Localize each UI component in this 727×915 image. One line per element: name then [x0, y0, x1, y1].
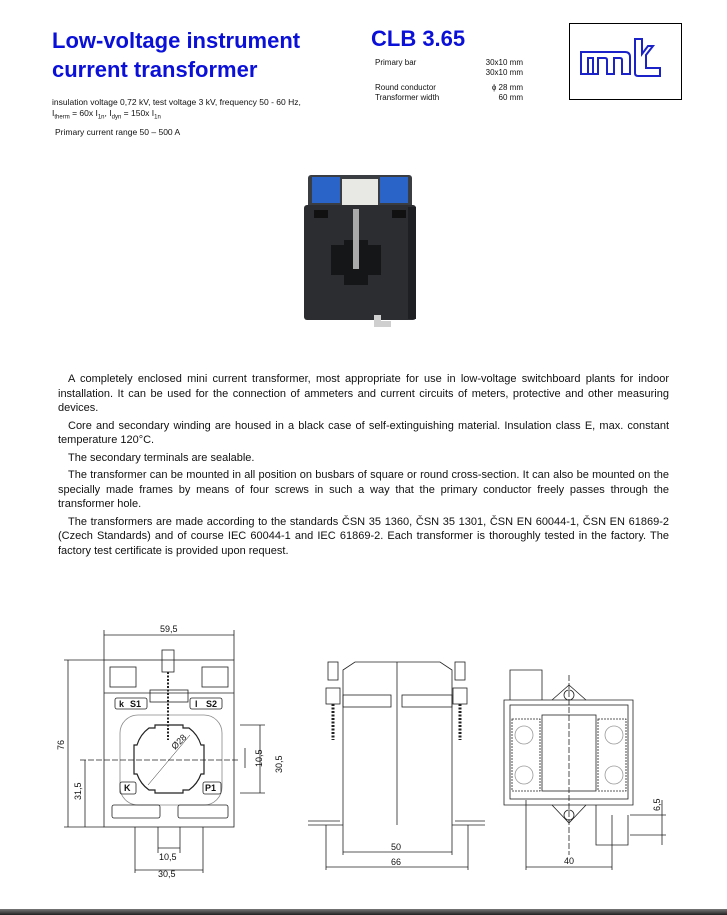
terminal-k: k — [119, 699, 125, 709]
dim-slot-outer: 30,5 — [274, 755, 284, 773]
description-paragraph: The transformers are made according to the standards ČSN 35 1360, ČSN 35 1301, ČSN EN 60044-1, ČSN EN 61869-2 (Czech Standards) and of course IEC 60044-1 and IEC 61869-2. Each transformer is thoroughly tested in the factory. The factory test certificate is provided upon request. — [58, 515, 669, 557]
spec-line-2: $I_{therm} = 60x$ $I_{1n}$, $I_{dyn} = 150x$ $I_{1n}$ — [52, 108, 161, 121]
company-logo — [569, 23, 682, 100]
model-number: CLB 3.65 — [371, 26, 466, 51]
dim-bottom-outer: 30,5 — [158, 869, 176, 879]
title-line-1: Low-voltage instrument — [52, 28, 301, 53]
dim-inner-width: 50 — [391, 842, 402, 852]
spec-line-1: insulation voltage 0,72 kV, test voltage 3 kV, frequency 50 - 60 Hz, — [52, 97, 301, 107]
dim-row: Transformer width 60 mm — [375, 92, 523, 102]
product-photo — [296, 165, 424, 340]
dim-width: 59,5 — [160, 624, 178, 634]
description — [58, 372, 669, 561]
electrical-specs — [52, 97, 301, 124]
terminal-K: K — [124, 783, 131, 793]
primary-current-range: Primary current range 50 – 500 A — [55, 127, 181, 137]
dim-diameter: Ø28 — [169, 732, 189, 752]
description-paragraph: A completely enclosed mini current transformer, most appropriate for use in low-voltage switchboard plants for indoor installation. It can be used for the connection of ammeters and current circuits of meters, protective and other measuring devices. — [58, 373, 669, 414]
dim-row: Primary bar 30x10 mm — [375, 58, 523, 67]
dim-row: 30x10 mm — [485, 67, 523, 77]
terminal-cover-left — [312, 177, 340, 203]
side-view-drawing — [300, 640, 490, 880]
dim-center-height: 31,5 — [73, 782, 83, 800]
dim-slot-inner: 10,5 — [254, 749, 264, 767]
terminal-P1: P1 — [205, 783, 217, 793]
description-paragraph: The secondary terminals are sealable. — [68, 451, 255, 464]
terminal-l: l — [195, 699, 198, 709]
dim-offset: 6,5 — [652, 798, 662, 811]
page-bottom-border — [0, 909, 727, 915]
dim-bottom-inner: 10,5 — [159, 852, 177, 862]
front-view-drawing — [50, 615, 290, 885]
terminal-s1: S1 — [130, 699, 142, 709]
dimensions-table — [375, 58, 523, 102]
dim-top-width: 40 — [564, 856, 575, 866]
dim-height: 76 — [56, 739, 66, 750]
product-title — [52, 26, 300, 84]
terminal-s2: S2 — [206, 699, 218, 709]
terminal-cover-right — [380, 177, 408, 203]
dim-row: Round conductor ϕ 28 mm — [375, 83, 523, 92]
mt-logo-icon — [570, 24, 681, 99]
description-paragraph: The transformer can be mounted in all position on busbars of square or round cross-section. It can also be mounted on the specially made frames by means of four screws in such a way that the primary conductor freely passes through the transformer hole. — [58, 469, 669, 510]
top-view-drawing — [490, 655, 670, 880]
dim-outer-width: 66 — [391, 857, 402, 867]
description-paragraph: Core and secondary winding are housed in a black case of self-extinguishing material. Insulation class E, max. constant temperature 120°C. — [58, 419, 669, 446]
title-line-2: current transformer — [52, 57, 258, 82]
